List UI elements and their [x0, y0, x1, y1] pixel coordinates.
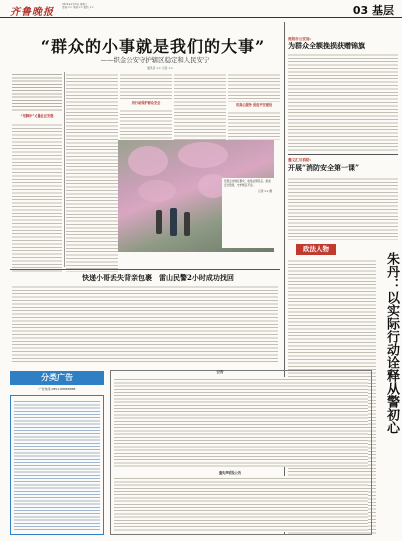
- section-header: “用脚步”丈量社区安稳: [20, 114, 54, 118]
- header-meta: [62, 3, 122, 10]
- masthead-logo: 齐鲁晚报: [10, 7, 54, 18]
- sidebar-item2-kicker: 遵义汇川消防:: [288, 158, 311, 162]
- sidebar-separator: [288, 154, 398, 155]
- main-article-col-5: [228, 72, 280, 140]
- main-article-col-4: [174, 72, 226, 140]
- feature-label: 政法人物: [296, 244, 336, 255]
- sidebar-item1-body: [288, 52, 398, 152]
- page-header: [0, 0, 402, 18]
- photo-caption: [222, 178, 274, 248]
- main-article-col-2: [66, 72, 118, 272]
- bottom-article-headline: 快递小哥丢失背亲包裹 雷山民警2小时成功找回: [82, 273, 234, 282]
- classifieds-box: [10, 395, 104, 535]
- column-divider: [64, 72, 65, 267]
- section-header: 用行动保护群众安全: [131, 101, 161, 105]
- notice1-title: 公告: [216, 370, 224, 374]
- classifieds-banner: 分类广告: [10, 371, 104, 385]
- sidebar-item1-kicker: 贵阳市公安局:: [288, 37, 311, 41]
- header-meta-line: 2022年2月9日 星期三: [62, 3, 88, 6]
- notice1-body: [114, 377, 368, 467]
- feature-vertical-title: 朱丹：以实际行动诠释从警初心: [384, 252, 399, 434]
- photo-credit: 记者 ×× 摄: [258, 189, 272, 193]
- section-header: 用真心服务 促进平安建设: [235, 103, 273, 107]
- main-subtitle: ——织金公安守护辖区稳定和人民安宁: [100, 56, 210, 64]
- main-title: “群众的小事就是我们的大事”: [40, 37, 266, 56]
- photo-caption-text: 民警走访辖区群众，收集社情民意，排查安全隐患，守护辖区平安。: [224, 180, 271, 187]
- sidebar-item2-body: [288, 176, 398, 240]
- byline: 通讯员 ×× 记者 ××: [146, 66, 174, 70]
- header-meta-line: 责编:×× 美编:×× 组版:××: [62, 6, 94, 10]
- bottom-article-rule: [10, 269, 280, 270]
- classifieds-phone: 广告热线 0851-88888888: [38, 387, 76, 391]
- sidebar-item1-headline: 为群众全额挽损获赠锦旗: [288, 41, 365, 50]
- main-article-col-1: [12, 72, 62, 272]
- notice2-title: 遗失声明及公告: [218, 471, 242, 475]
- page-number: 03 基层: [352, 4, 394, 17]
- notice2-body: [114, 476, 368, 532]
- main-article-col-3: [120, 72, 172, 140]
- sidebar-item2-headline: 开展“消防安全第一课”: [288, 163, 360, 172]
- bottom-article-body: [12, 284, 278, 364]
